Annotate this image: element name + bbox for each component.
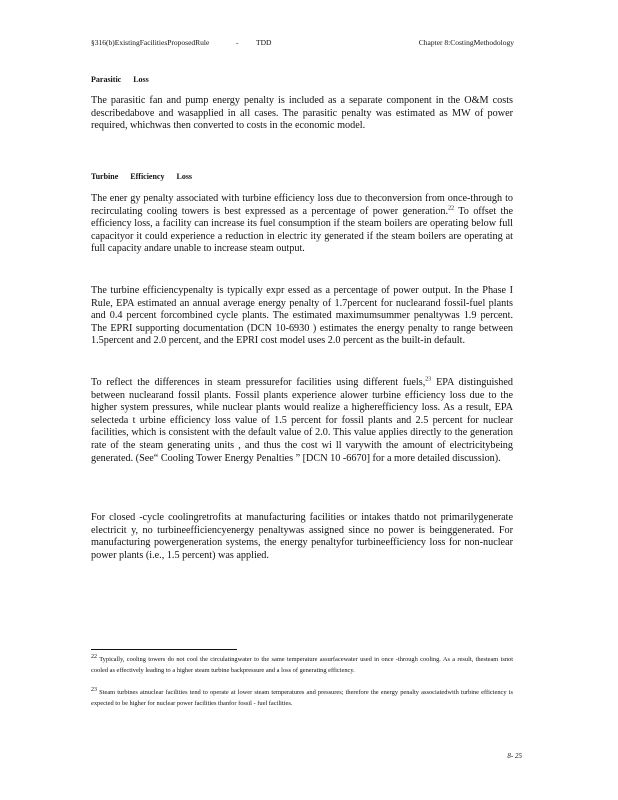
paragraph-turbine-intro: [91, 193, 513, 256]
footnote-ref-22: 22: [448, 205, 455, 212]
paragraph-turbine-intro-part2: To offset the efficiency loss, a facility can increase its fuel consumption if the steam boilers are operating below full capacityor it could experience a reduction in electric ity generated if the steam boilers are operating at full capacity andare unable to increase steam output.: [91, 205, 514, 255]
paragraph-fuel-differences: [91, 377, 513, 465]
section-heading-turbine-efficiency-loss: Turbine Efficiency Loss: [91, 172, 193, 181]
page-number: 8- 25: [507, 752, 522, 760]
section-heading-parasitic-loss: Parasitic Loss: [91, 75, 149, 84]
header-document-type: TDD: [256, 38, 272, 47]
footnote-22: [91, 655, 513, 676]
footnote-ref-23: 23: [425, 376, 432, 383]
paragraph-parasitic-loss: The parasitic fan and pump energy penalty is included as a separate component in the O&M costs describedabove and wasapplied in all cases. The parasitic penalty was estimated as MW of power required, whichwas then converted to costs in the economic model.: [91, 95, 513, 132]
paragraph-turbine-intro-part1: The ener gy penalty associated with turbine efficiency loss due to theconversion from once-through to recirculating cooling towers is best expressed as a percentage of power generation.: [91, 193, 513, 217]
paragraph-fuel-differences-part2: EPA distinguished between nuclearand fossil plants. Fossil plants experience alower turbine efficiency loss due to the higher system pressures, while nuclear plants would realize a higherefficiency loss. As a result, EPA selecteda t urbine efficiency loss value of 1.5 percent for fossil plants and 2.5 percent for nuclear facilities, which is consistent with the default value of 2.0. This value applies directly to the generation rate of the steam generating units , and thus the cost wi ll varywith the amount of electricitybeing generated. (See“ Cooling Tower Energy Penalties ” [DCN 10 -6670] for a more detailed discussion).: [91, 377, 513, 464]
paragraph-fuel-differences-part1: To reflect the differences in steam pressurefor facilities using different fuels,: [91, 377, 426, 388]
paragraph-closed-cycle-retrofits: For closed -cycle coolingretrofits at manufacturing facilities or intakes thatdo not primarilygenerate electricit y, no turbineefficiencyenergy penaltywas assigned since no power is beinggenerated. For manufacturing powergeneration systems, the energy penaltyfor turbineefficiency loss for non-nuclear power plants (i.e., 1.5 percent) was applied.: [91, 512, 513, 561]
header-chapter: Chapter 8:CostingMethodology: [418, 38, 514, 47]
header-rule-title: §316(b)ExistingFacilitiesProposedRule: [91, 38, 210, 47]
footnote-22-number: 22: [91, 653, 97, 660]
footnote-22-text: Typically, cooling towers do not cool the circulatingwater to the same temperature assurfacewater used in once -through cooling. As a result, thesteam isnot cooled as effectively leading to a higher steam turbine backpressure and a loss of generating efficiency.: [91, 656, 514, 674]
paragraph-turbine-penalty-estimates: The turbine efficiencypenalty is typically expr essed as a percentage of power output. In the Phase I Rule, EPA estimated an annual average energy penalty of 1.7percent for nuclearand fossil-fuel plants and 0.4 percent forcombined cycle plants. The estimated maximumsummer penaltywas 1.9 percent. The EPRI supporting documentation (DCN 10-6930 ) estimates the energy penalty to range between 1.5percent and 2.0 percent, and the EPRI cost model uses 2.0 percent as the built-in default.: [91, 285, 513, 347]
footnote-divider: [91, 649, 237, 650]
footnote-23-text: Steam turbines atnuclear facilities tend to operate at lower steam temperatures and pressures; therefore the energy penalty associatedwith turbine efficiency is expected to be higher for nuclear power facilities thanfor fossil - fuel facilities.: [91, 689, 513, 707]
header-separator: -: [236, 38, 239, 47]
footnote-23: [91, 688, 513, 709]
footnote-23-number: 23: [91, 686, 97, 693]
